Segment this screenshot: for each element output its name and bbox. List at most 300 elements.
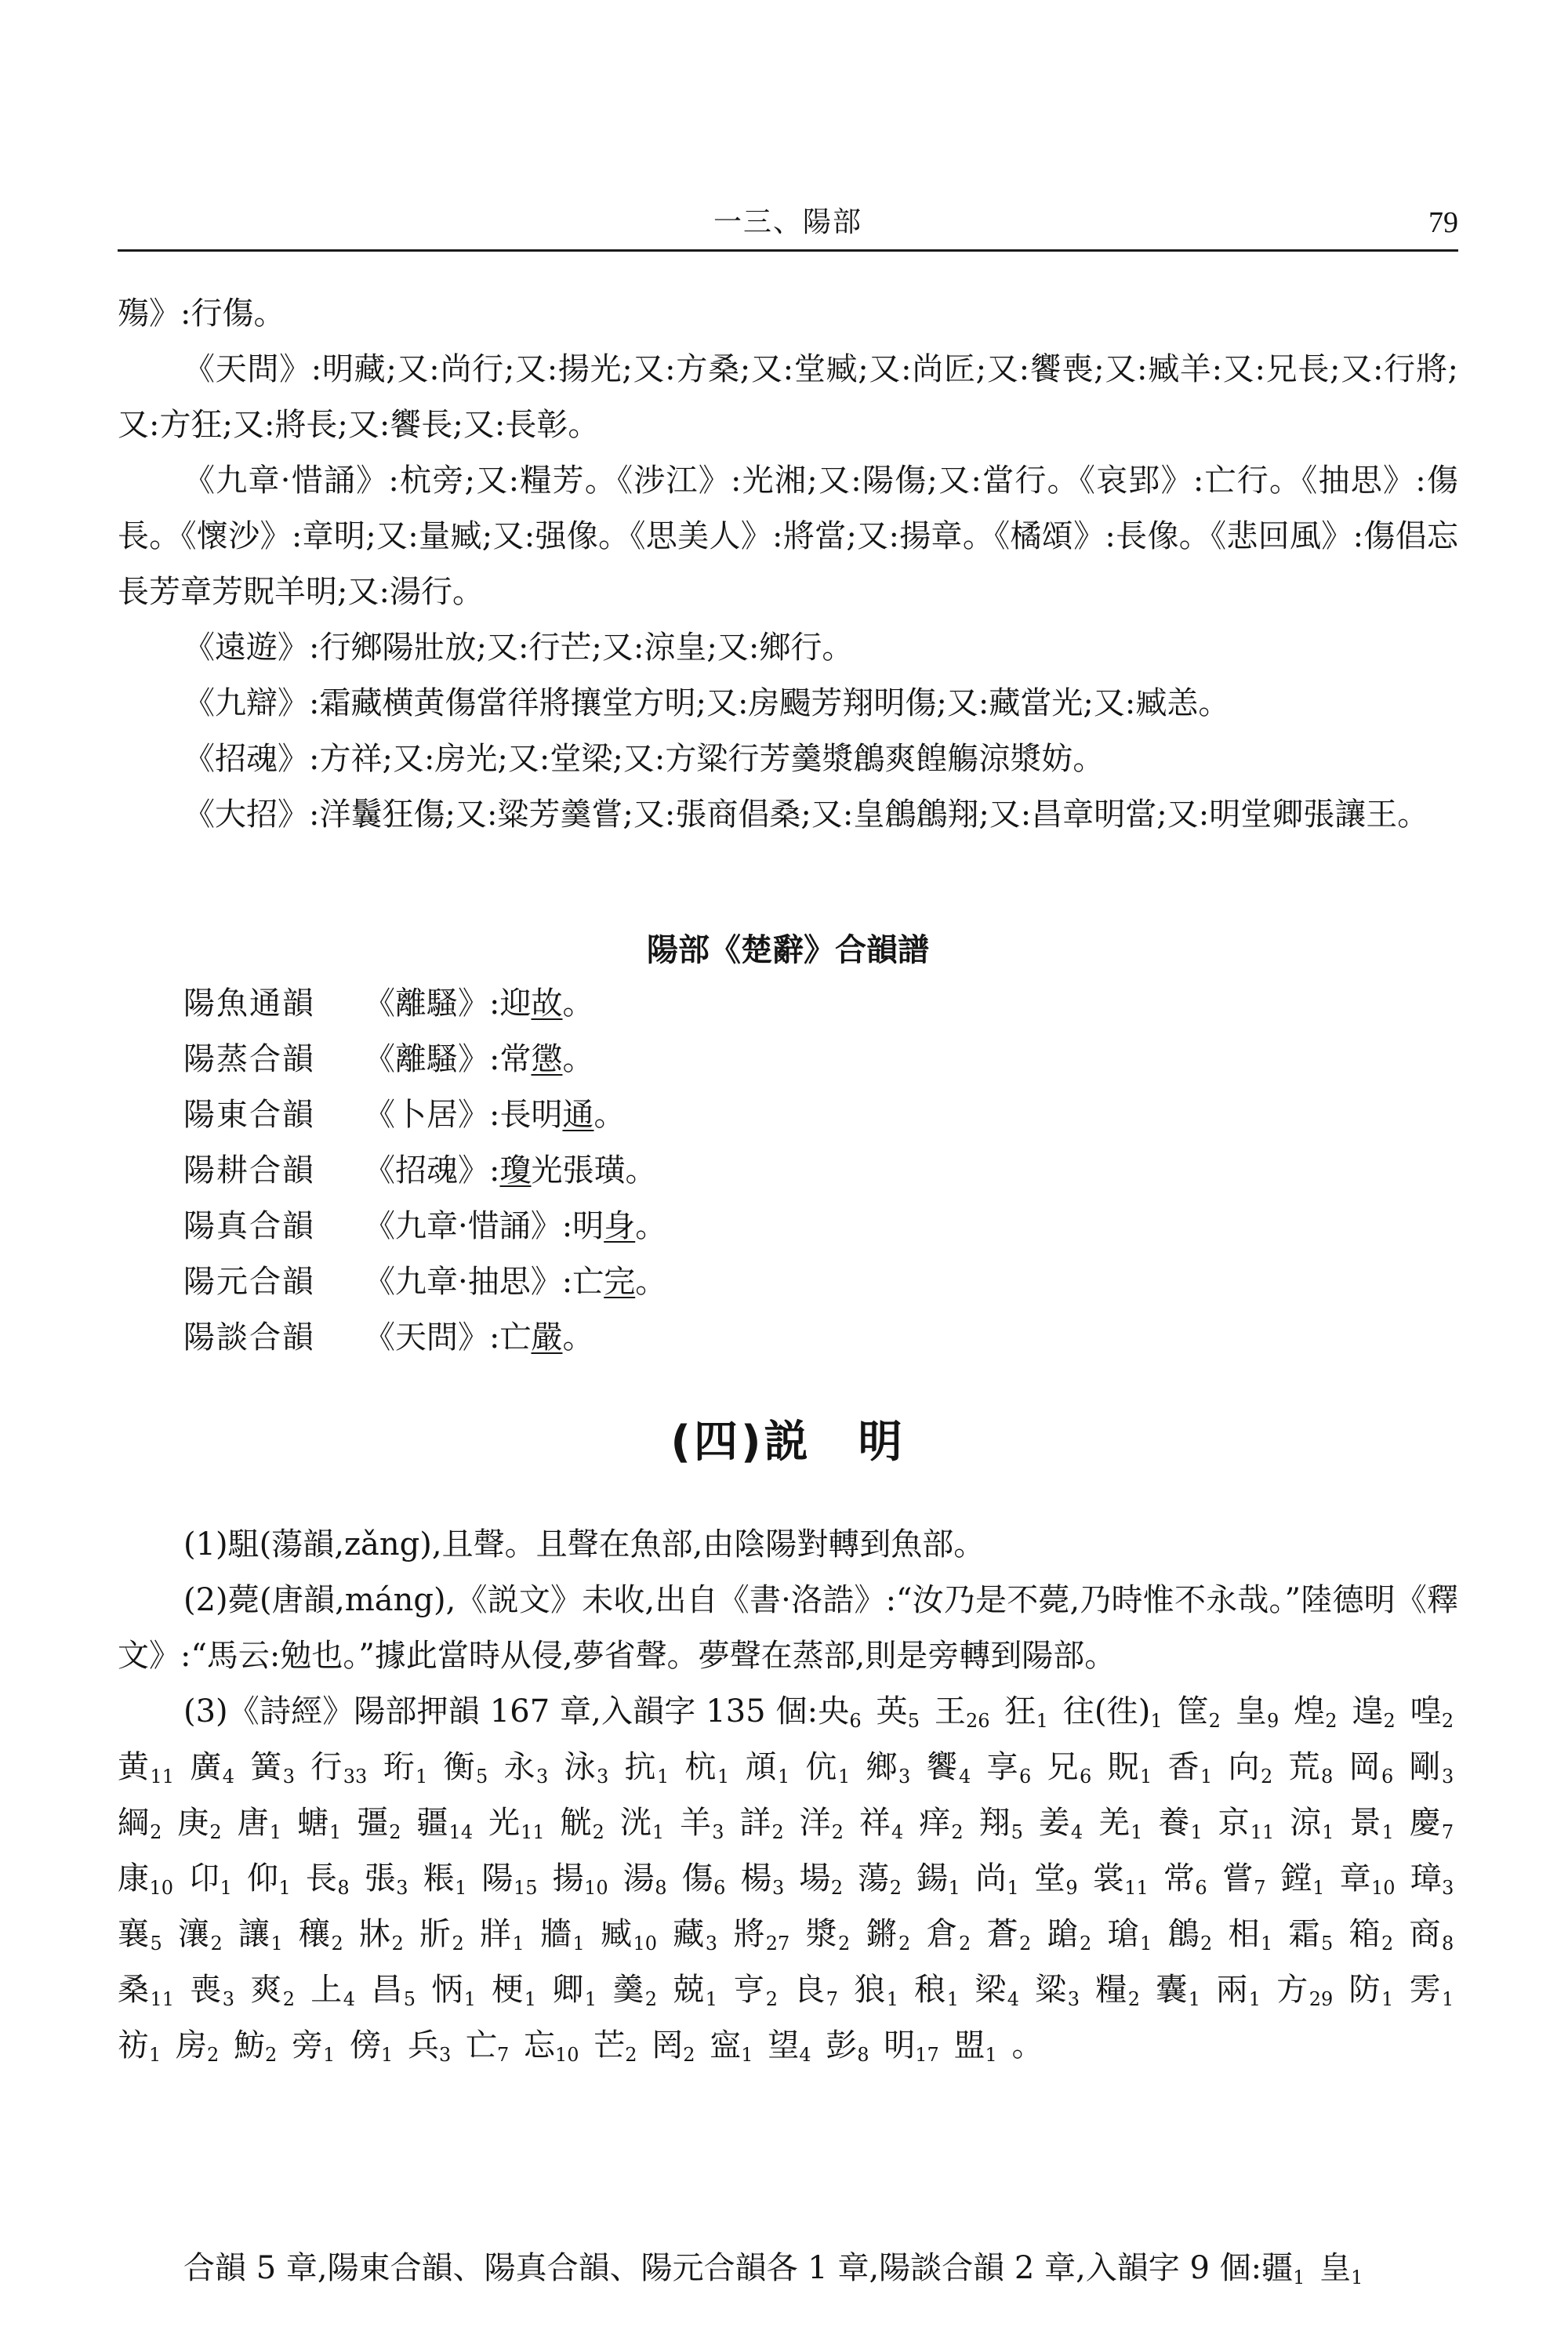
rhyme-char-glyph: 彭 [826,2027,858,2063]
rhyme-char [1228,1749,1278,1788]
rhyme-char [118,1805,166,1841]
list-end: 。 [1011,2027,1044,2063]
rhyme-char [1167,1749,1218,1788]
rhyme-char-glyph: 穰 [299,1916,332,1952]
rhyme-char-count: 3 [771,1877,785,1899]
rhyme-char-count: 1 [220,1877,232,1899]
rhyme-char-glyph: 彊 [357,1805,390,1841]
rhyme-char [919,1805,967,1841]
rhyme-char [916,1860,965,1899]
rhyme-char-glyph: 岡 [1348,1749,1382,1785]
rhyme-char-glyph: 藏 [673,1916,706,1952]
rhyme-char [854,1972,903,2008]
rhyme-char [1339,1860,1400,1899]
rhyme-char-glyph: 昌 [371,1972,404,2008]
note-paragraph-rhyme-chars [118,1684,1458,2074]
rhyme-char-count: 2 [831,1821,844,1843]
rhyme-char [858,1860,906,1899]
rhyme-char [1033,1860,1083,1899]
rhyme-table-row [183,1254,666,1310]
rhyme-char-glyph: 行 [310,1749,343,1785]
rhyme-char-glyph: 卬 [188,1860,220,1896]
rhyme-char-count: 1 [657,1766,670,1788]
rhyme-char-count: 1 [572,1933,585,1955]
rhyme-char [793,1972,843,2008]
rhyme-char-count: 1 [1261,1933,1273,1955]
rhyme-char-glyph: 兵 [408,2027,439,2063]
rhyme-underlined-char: 完 [604,1264,636,1300]
rhyme-char-glyph: 洋 [799,1805,832,1841]
rhyme-char [488,1805,550,1841]
rhyme-char [926,1916,976,1955]
rhyme-char-glyph: 廣 [190,1749,223,1785]
rhyme-char-count: 8 [655,1877,667,1899]
rhyme-char-glyph: 鶬 [1167,1916,1201,1952]
rhyme-char [1047,1916,1097,1955]
rhyme-char-glyph: 饗 [926,1749,960,1785]
rhyme-char [799,1860,848,1899]
rhyme-source: 《九章·抽思》:亡 [364,1264,604,1300]
rhyme-char-count: 1 [1150,1710,1163,1732]
rhyme-char-count: 26 [966,1710,990,1732]
rhyme-char-count: 10 [584,1877,608,1899]
rhyme-char-count: 1 [1140,1933,1152,1955]
rhyme-char [357,1805,405,1841]
rhyme-char-glyph: 剛 [1409,1749,1443,1785]
rhyme-char [1352,1693,1399,1730]
rhyme-char-glyph: 爽 [250,1972,283,2008]
rhyme-char-count: 1 [946,1988,960,2010]
rhyme-char-glyph: 糧 [1095,1972,1128,2008]
rhyme-char-glyph: 牂 [480,1916,513,1952]
rhyme-char-glyph: 鄉 [866,1749,899,1785]
rhyme-char-count: 3 [282,1766,296,1788]
rhyme-char-count: 8 [1442,1933,1454,1955]
rhyme-char-glyph: 煌 [1294,1693,1326,1730]
rhyme-char-glyph: 梁 [975,1972,1007,2008]
rhyme-char-count: 1 [1312,1877,1325,1899]
rhyme-label: 陽元合韻 [183,1264,315,1300]
rhyme-char [622,1860,672,1899]
rhyme-char-glyph: 皇 [1235,1693,1267,1730]
rhyme-char-glyph: 囊 [1156,1972,1189,2008]
rhyme-char-count: 2 [951,1821,964,1843]
rhyme-char-glyph: 湯 [622,1860,655,1896]
rhyme-char-count: 1 [323,2044,336,2066]
note-intro: 合韻 5 章,陽東合韻、陽真合韻、陽元合韻各 1 章,陽談合韻 2 章,入韻字 9 個: [183,2250,1262,2286]
rhyme-char-glyph: 享 [986,1749,1020,1785]
rhyme-char-count: 5 [403,1988,416,2010]
rhyme-char [975,1972,1024,2008]
rhyme-char [986,1749,1036,1788]
rhyme-char [1290,1805,1338,1841]
rhyme-char-glyph: 羊 [680,1805,713,1841]
rhyme-char-count: 1 [838,1766,851,1788]
rhyme-char-glyph: 涼 [1290,1805,1323,1841]
rhyme-char-count: 1 [512,1933,524,1955]
rhyme-char-count: 7 [497,2044,510,2066]
rhyme-char-glyph: 鏜 [1280,1860,1313,1896]
rhyme-char [1177,1693,1225,1730]
rhyme-char-count: 10 [149,1877,173,1899]
rhyme-char [238,1805,286,1841]
rhyme-source: 《離騷》:迎 [364,985,532,1022]
rhyme-char [624,1749,674,1788]
rhyme-char-count: 2 [209,1821,222,1843]
rhyme-char-count: 1 [886,1988,899,2010]
rhyme-char [739,1805,788,1841]
rhyme-char [1236,1693,1283,1730]
rhyme-char-count: 1 [1351,2267,1363,2288]
rhyme-char-glyph: 堂 [1033,1860,1066,1896]
rhyme-char [1107,1916,1157,1955]
rhyme-char-count: 3 [1067,1988,1080,2010]
rhyme-char [745,1749,795,1788]
rhyme-char-count: 14 [448,1821,474,1843]
rhyme-char-glyph: 將 [733,1916,766,1952]
rhyme-underlined-char: 嚴 [531,1319,563,1356]
rhyme-char [1349,1972,1399,2008]
rhyme-char [118,1749,179,1788]
rhyme-char-glyph: 桑 [118,1972,151,2008]
rhyme-table-row [183,1143,666,1199]
rhyme-char-glyph: 泳 [564,1749,597,1785]
rhyme-char-count: 17 [915,2044,939,2066]
rhyme-char [805,1916,855,1955]
rhyme-char-glyph: 鍚 [916,1860,949,1896]
rhyme-char [443,1749,493,1788]
rhyme-char-glyph: 臧 [601,1916,633,1952]
note-paragraph: (1)駔(蕩韻,zǎng),且聲。且聲在魚部,由陰陽對轉到魚部。 [183,1526,985,1563]
note-intro: (3)《詩經》陽部押韻 167 章,入韻字 135 個: [183,1693,818,1730]
rhyme-char-glyph: 羹 [612,1972,645,2008]
rhyme-char [431,1972,481,2008]
rhyme-char [681,1860,731,1899]
rhyme-char [1410,1693,1458,1730]
rhyme-char [1410,1860,1459,1899]
rhyme-char-count: 1 [1140,1766,1152,1788]
rhyme-table-row [183,1199,666,1254]
rhyme-char-glyph: 相 [1228,1916,1261,1952]
rhyme-char-count: 1 [269,1821,281,1843]
rhyme-char [234,2027,281,2066]
rhyme-char-count: 6 [713,1877,726,1899]
rhyme-char-glyph: 衡 [443,1749,477,1785]
rhyme-char-glyph: 康 [118,1860,150,1896]
rhyme-char-count: 1 [1036,1710,1048,1732]
rhyme-char [1261,2250,1309,2286]
rhyme-char [733,1916,794,1955]
rhyme-char [593,2027,641,2066]
rhyme-char-glyph: 方 [1276,1972,1309,2008]
rhyme-char [620,1805,669,1841]
rhyme-char-count: 3 [898,1766,911,1788]
rhyme-char-count: 2 [1441,1710,1454,1732]
rhyme-char-count: 1 [985,2044,997,2066]
rhyme-char-glyph: 章 [1339,1860,1371,1896]
rhyme-char [684,1749,735,1788]
rhyme-char-count: 4 [343,1988,356,2010]
rhyme-label: 陽魚通韻 [183,985,315,1022]
rhyme-char-count: 2 [889,1877,902,1899]
rhyme-char-count: 10 [633,1933,658,1955]
rhyme-char [740,1860,789,1899]
rhyme-char-glyph: 牆 [540,1916,573,1952]
rhyme-char [914,1972,964,2008]
rhyme-char-count: 3 [597,1766,609,1788]
rhyme-char-count: 10 [555,2044,579,2066]
rhyme-char-count: 9 [1065,1877,1078,1899]
text-paragraph: 《大招》:洋鬤狂傷;又:粱芳羹嘗;又:張商倡桑;又:皇鶬鶬翔;又:昌章明當;又:明堂卿張讓王。 [183,797,1429,833]
rhyme-char [350,2027,397,2066]
rhyme-char-glyph: 倉 [926,1916,960,1952]
rhyme-char-count: 1 [278,1877,291,1899]
rhyme-char-count: 5 [476,1766,488,1788]
rhyme-char-count: 1 [1131,1821,1143,1843]
rhyme-char-glyph: 嘗 [1221,1860,1254,1896]
rhyme-char-glyph: 翔 [978,1805,1011,1841]
rhyme-char [552,1972,601,2008]
rhyme-char-count: 1 [455,1877,467,1899]
rhyme-char [1348,1916,1399,1955]
rhyme-char [1349,1805,1398,1841]
rhyme-label: 陽蒸合韻 [183,1041,315,1077]
rhyme-char-glyph: 雱 [1409,1972,1443,2008]
rhyme-underlined-char: 懲 [531,1041,563,1077]
rhyme-char [176,2027,223,2066]
rhyme-char-glyph: 上 [310,1972,343,2008]
rhyme-char-glyph: 卿 [552,1972,585,2008]
rhyme-char-count: 2 [1019,1933,1032,1955]
rhyme-char-glyph: 漿 [805,1916,839,1952]
rhyme-char-glyph: 伉 [805,1749,839,1785]
rhyme-char [1216,1972,1265,2008]
rhyme-char-count: 6 [1080,1766,1092,1788]
rhyme-char-count: 29 [1308,1988,1334,2010]
rhyme-char-count: 2 [1381,1933,1394,1955]
rhyme-char [118,1860,178,1899]
rhyme-char-count: 3 [396,1877,408,1899]
rhyme-char [188,1860,237,1899]
rhyme-char-count: 2 [959,1933,971,1955]
rhyme-char [866,1916,916,1955]
rhyme-char-glyph: 螗 [296,1805,329,1841]
rhyme-label: 陽耕合韻 [183,1152,315,1189]
rhyme-char [1348,1749,1399,1788]
rhyme-char [733,1972,782,2008]
rhyme-char [800,1805,848,1841]
rhyme-char-glyph: 兩 [1216,1972,1249,2008]
rhyme-char-glyph: 牀 [359,1916,392,1952]
rhyme-table-title: 陽部《楚辭》合韻譜 [647,932,929,968]
rhyme-char-glyph: 京 [1218,1805,1250,1841]
rhyme-char-count: 2 [1080,1933,1092,1955]
text-paragraph: 《天問》:明藏;又:尚行;又:揚光;又:方桑;又:堂臧;又:尚匠;又:饗喪;又:臧羊:又:兄長;又:行將;又:方狂;又:將長;又:饗長;又:長彰。 [118,351,1458,443]
note-paragraph: (2)薨(唐韻,máng),《説文》未收,出自《書·洛誥》:“汝乃是不薨,乃時惟不永哉。”陸德明《釋文》:“馬云:勉也。”據此當時从侵,夢省聲。夢聲在蒸部,則是旁轉到陽部。 [118,1582,1458,1674]
rhyme-char-glyph: 張 [364,1860,397,1896]
rhyme-char-count: 1 [584,1988,597,2010]
rhyme-char-count: 1 [1381,1988,1394,2010]
rhyme-source: 《天問》:亡 [364,1319,532,1356]
rhyme-char-count: 1 [270,1933,283,1955]
rhyme-char-glyph: 詳 [739,1805,772,1841]
rhyme-char [423,1860,472,1899]
rhyme-char [1319,2250,1367,2286]
rhyme-char-glyph: 怲 [431,1972,464,2008]
rhyme-char-glyph: 楊 [740,1860,772,1896]
rhyme-source-tail: 光張璜。 [531,1152,657,1189]
rhyme-char [364,1860,413,1899]
rhyme-char [178,1916,227,1955]
rhyme-char [250,1749,299,1788]
rhyme-char [247,1860,296,1899]
rhyme-source: 《招魂》: [364,1152,500,1189]
rhyme-char [673,1972,722,2008]
rhyme-char-count: 10 [1371,1877,1396,1899]
rhyme-char-count: 3 [1442,1877,1454,1899]
rhyme-char-count: 1 [717,1766,730,1788]
rhyme-char-count: 1 [948,1877,960,1899]
rhyme-char-glyph: 望 [768,2027,800,2063]
rhyme-char-glyph: 明 [884,2027,916,2063]
rhyme-char-glyph: 蹌 [1047,1916,1080,1952]
rhyme-char-glyph: 喤 [1410,1693,1442,1730]
rhyme-source-tail: 。 [635,1208,667,1244]
rhyme-char-count: 1 [1190,1821,1203,1843]
rhyme-char-glyph: 杭 [684,1749,718,1785]
rhyme-char-glyph: 盟 [953,2027,985,2063]
rhyme-char-glyph: 霜 [1288,1916,1322,1952]
rhyme-char [1047,1749,1097,1788]
rhyme-label: 陽談合韻 [183,1319,315,1356]
rhyme-char-count: 2 [1127,1988,1141,2010]
rhyme-char-glyph: 箱 [1348,1916,1382,1952]
rhyme-char-glyph: 襄 [118,1916,151,1952]
rhyme-char [419,1916,469,1955]
rhyme-char-glyph: 蕩 [858,1860,890,1896]
rhyme-char-glyph: 慶 [1409,1805,1442,1841]
rhyme-char-count: 4 [799,2044,811,2066]
combined-char-list [1261,2250,1367,2286]
rhyme-char-glyph: 祊 [118,2027,149,2063]
rhyme-char-count: 2 [683,2044,695,2066]
rhyme-char-count: 1 [416,1766,428,1788]
text-paragraph: 《遠遊》:行鄉陽壯放;又:行芒;又:涼皇;又:鄉行。 [183,630,854,666]
rhyme-char [524,2027,584,2066]
rhyme-char-count: 3 [1442,1766,1454,1788]
rhyme-char [561,1805,609,1841]
rhyme-char-glyph: 亡 [466,2027,497,2063]
rhyme-char-count: 11 [150,1766,175,1788]
rhyme-char-count: 2 [1261,1766,1273,1788]
rhyme-char [1409,1916,1459,1955]
rhyme-char-glyph: 珩 [383,1749,416,1785]
rhyme-char [292,2027,339,2066]
rhyme-char [310,1749,372,1788]
rhyme-char-count: 2 [1383,1710,1396,1732]
rhyme-char-count: 5 [1011,1821,1023,1843]
rhyme-char-count: 33 [343,1766,368,1788]
rhyme-char-count: 4 [891,1821,904,1843]
rhyme-char-count: 2 [592,1821,604,1843]
page-number: 79 [1428,206,1458,239]
rhyme-char-glyph: 兄 [1047,1749,1080,1785]
rhyme-char-glyph: 光 [488,1805,521,1841]
rhyme-char-count: 2 [765,1988,779,2010]
rhyme-char-glyph: 粻 [423,1860,456,1896]
rhyme-char [978,1805,1027,1841]
rhyme-char [877,1693,924,1730]
running-title: 一三、陽部 [713,206,862,238]
text-paragraph: 《九辯》:霜藏横黄傷當徉將攘堂方明;又:房颺芳翔明傷;又:藏當光;又:臧恙。 [183,685,1230,721]
rhyme-source-tail: 。 [562,1319,594,1356]
rhyme-char-count: 1 [1322,1821,1334,1843]
rhyme-char-glyph: 亨 [733,1972,766,2008]
rhyme-char-glyph: 稂 [914,1972,947,2008]
rhyme-char [805,1749,855,1788]
rhyme-char [1035,1972,1084,2008]
rhyme-char [503,1749,554,1788]
rhyme-char-count: 1 [1007,1877,1019,1899]
rhyme-char-count: 1 [524,1988,537,2010]
rhyme-char-count: 11 [521,1821,545,1843]
rhyme-char-count: 8 [337,1877,350,1899]
rhyme-char-glyph: 祥 [858,1805,892,1841]
rhyme-char-glyph: 商 [1409,1916,1443,1952]
rhyme-char-count: 1 [1293,2267,1305,2288]
rhyme-char [1107,1749,1157,1788]
rhyme-char-glyph: 狂 [1004,1693,1036,1730]
rhyme-char-glyph: 瑲 [1107,1916,1141,1952]
rhyme-table-row [183,1032,666,1087]
rhyme-char [118,1972,179,2008]
rhyme-char [299,1916,348,1955]
rhyme-char [710,2027,757,2066]
rhyme-char-glyph: 傍 [350,2027,381,2063]
rhyme-char [564,1749,614,1788]
rhyme-char-count: 2 [452,1933,464,1955]
rhyme-source-tail: 。 [593,1097,626,1133]
rhyme-char-glyph: 頏 [745,1749,779,1785]
rhyme-char [250,1972,299,2008]
rhyme-char-count: 1 [463,1988,477,2010]
rhyme-char-glyph: 遑 [1352,1693,1384,1730]
rhyme-char [238,1916,288,1955]
rhyme-source: 《卜居》:長明 [364,1097,563,1133]
rhyme-char [680,1805,728,1841]
rhyme-char-count: 2 [210,1933,223,1955]
rhyme-char-count: 11 [150,1988,175,2010]
rhyme-char [986,1916,1036,1955]
note-paragraph-combined [118,2241,1458,2296]
rhyme-char-count: 2 [391,1933,404,1955]
rhyme-char-glyph: 疆 [1261,2250,1294,2286]
rhyme-char-count: 6 [1019,1766,1032,1788]
rhyme-char-glyph: 芒 [593,2027,626,2063]
rhyme-char-glyph: 房 [176,2027,207,2063]
rhyme-char-count: 11 [1124,1877,1149,1899]
rhyme-char-glyph: 良 [793,1972,826,2008]
rhyme-char-count: 1 [705,1988,718,2010]
rhyme-char-count: 1 [741,2044,753,2066]
text-paragraph: 《招魂》:方祥;又:房光;又:堂梁;又:方粱行芳羹漿鶬爽餭觴涼漿妨。 [183,741,1105,777]
rhyme-char [177,1805,226,1841]
rhyme-char-count: 2 [898,1933,911,1955]
rhyme-char [1004,1693,1052,1730]
rhyme-char-glyph: 揚 [552,1860,585,1896]
rhyme-char [305,1860,354,1899]
rhyme-char-glyph: 鏘 [866,1916,899,1952]
